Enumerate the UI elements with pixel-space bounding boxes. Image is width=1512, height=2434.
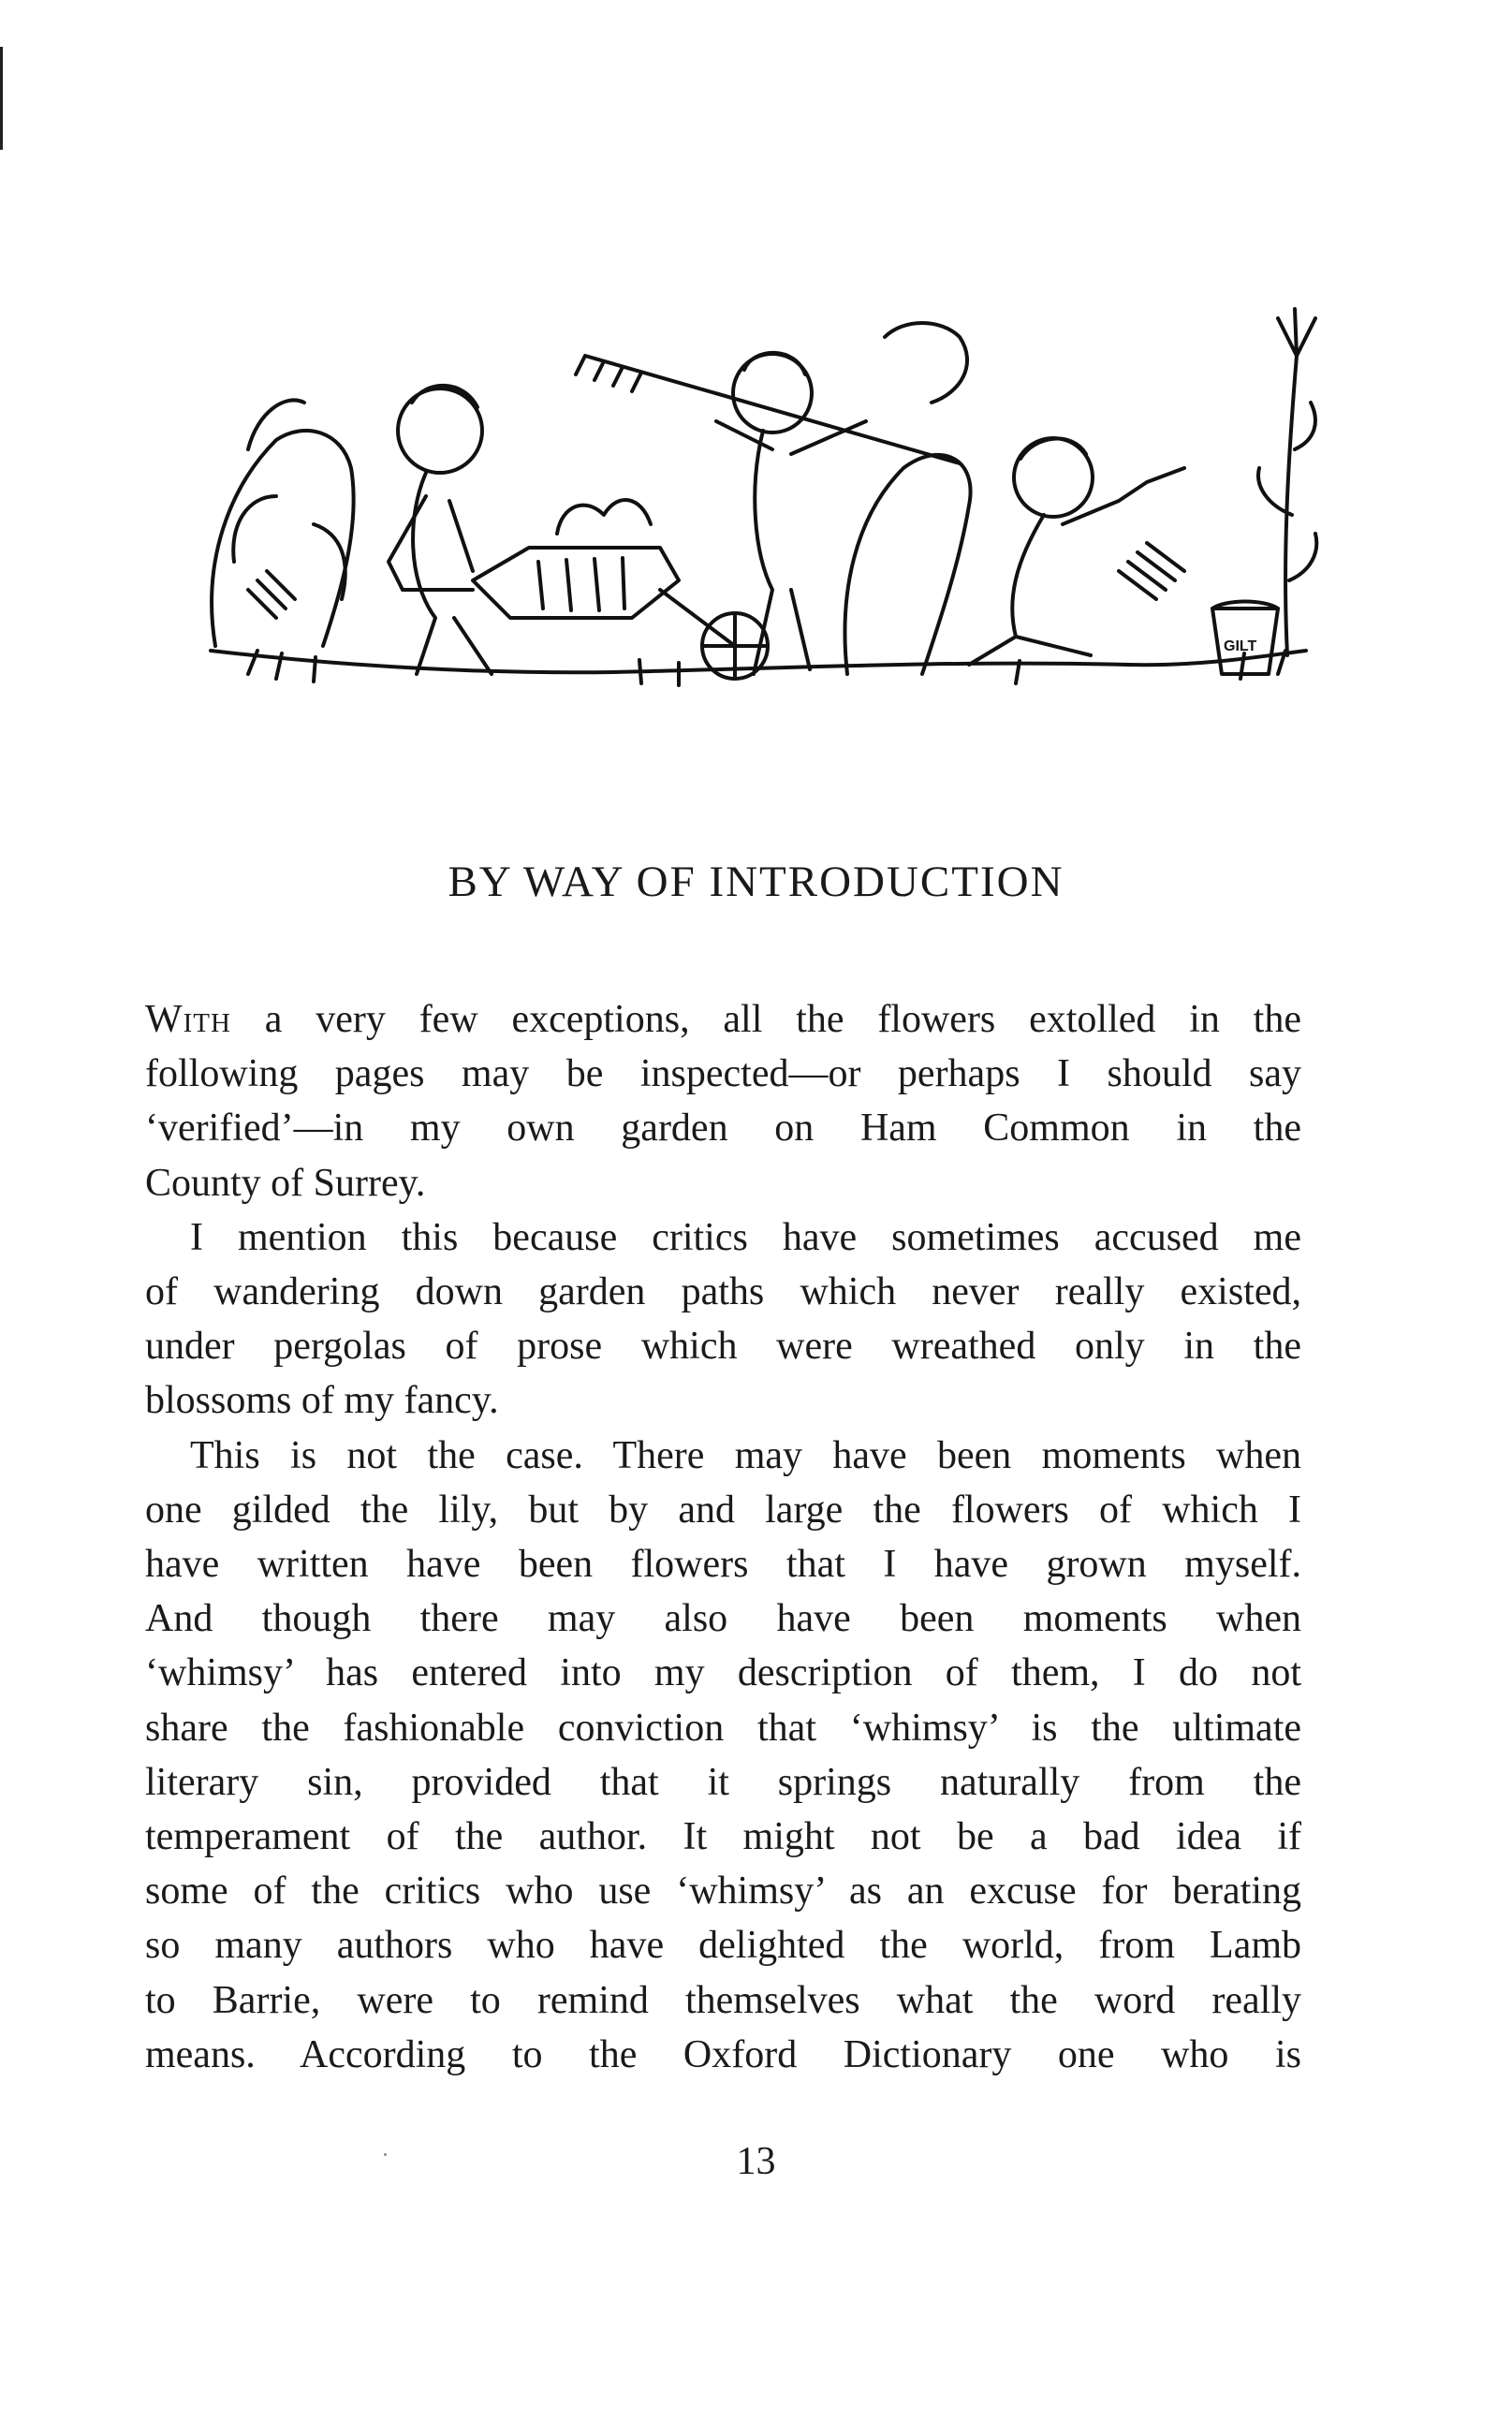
body-line: temperament of the author. It might not be a bad idea if <box>145 1815 1301 1859</box>
body-line: means. According to the Oxford Dictionary one who is <box>145 2032 1301 2076</box>
body-line: County of Surrey. <box>145 1161 426 1205</box>
body-line: literary sin, provided that it springs naturally from the <box>145 1760 1301 1804</box>
body-text <box>145 992 1301 2082</box>
page-number: 13 <box>736 2140 776 2183</box>
body-line: to Barrie, were to remind themselves what the word really <box>145 1978 1301 2022</box>
body-line <box>145 992 1301 1047</box>
body-line: of wandering down garden paths which never really existed, <box>145 1270 1301 1314</box>
body-line: share the fashionable conviction that ‘whimsy’ is the ultimate <box>145 1706 1301 1750</box>
chapter-heading: BY WAY OF INTRODUCTION <box>448 858 1064 906</box>
body-line: ‘verified’—in my own garden on Ham Common in the <box>145 1107 1301 1151</box>
body-line-text: a very few exceptions, all the flowers extolled in the <box>230 998 1301 1041</box>
body-line: have written have been flowers that I have grown myself. <box>145 1543 1301 1587</box>
body-line-text: This is not the case. There may have been moments when <box>190 1433 1301 1477</box>
page-edge-mark <box>0 47 3 150</box>
body-line: some of the critics who use ‘whimsy’ as an excuse for berating <box>145 1869 1301 1913</box>
body-line: under pergolas of prose which were wreathed only in the <box>145 1325 1301 1369</box>
body-line: ‘whimsy’ has entered into my description of them, I do not <box>145 1651 1301 1695</box>
body-line: one gilded the lily, but by and large the flowers of which I <box>145 1488 1301 1532</box>
body-line-text: I mention this because critics have sometimes accused me <box>190 1215 1301 1259</box>
bucket-label: GILT <box>1224 638 1257 654</box>
body-line: And though there may also have been moments when <box>145 1597 1301 1641</box>
body-line: so many authors who have delighted the world, from Lamb <box>145 1924 1301 1968</box>
body-line: following pages may be inspected—or perhaps I should say <box>145 1052 1301 1096</box>
body-line <box>145 1210 1301 1265</box>
body-line <box>145 1429 1301 1483</box>
lead-word: With <box>145 998 231 1041</box>
garden-children-illustration <box>192 281 1325 702</box>
body-line: blossoms of my fancy. <box>145 1379 499 1423</box>
